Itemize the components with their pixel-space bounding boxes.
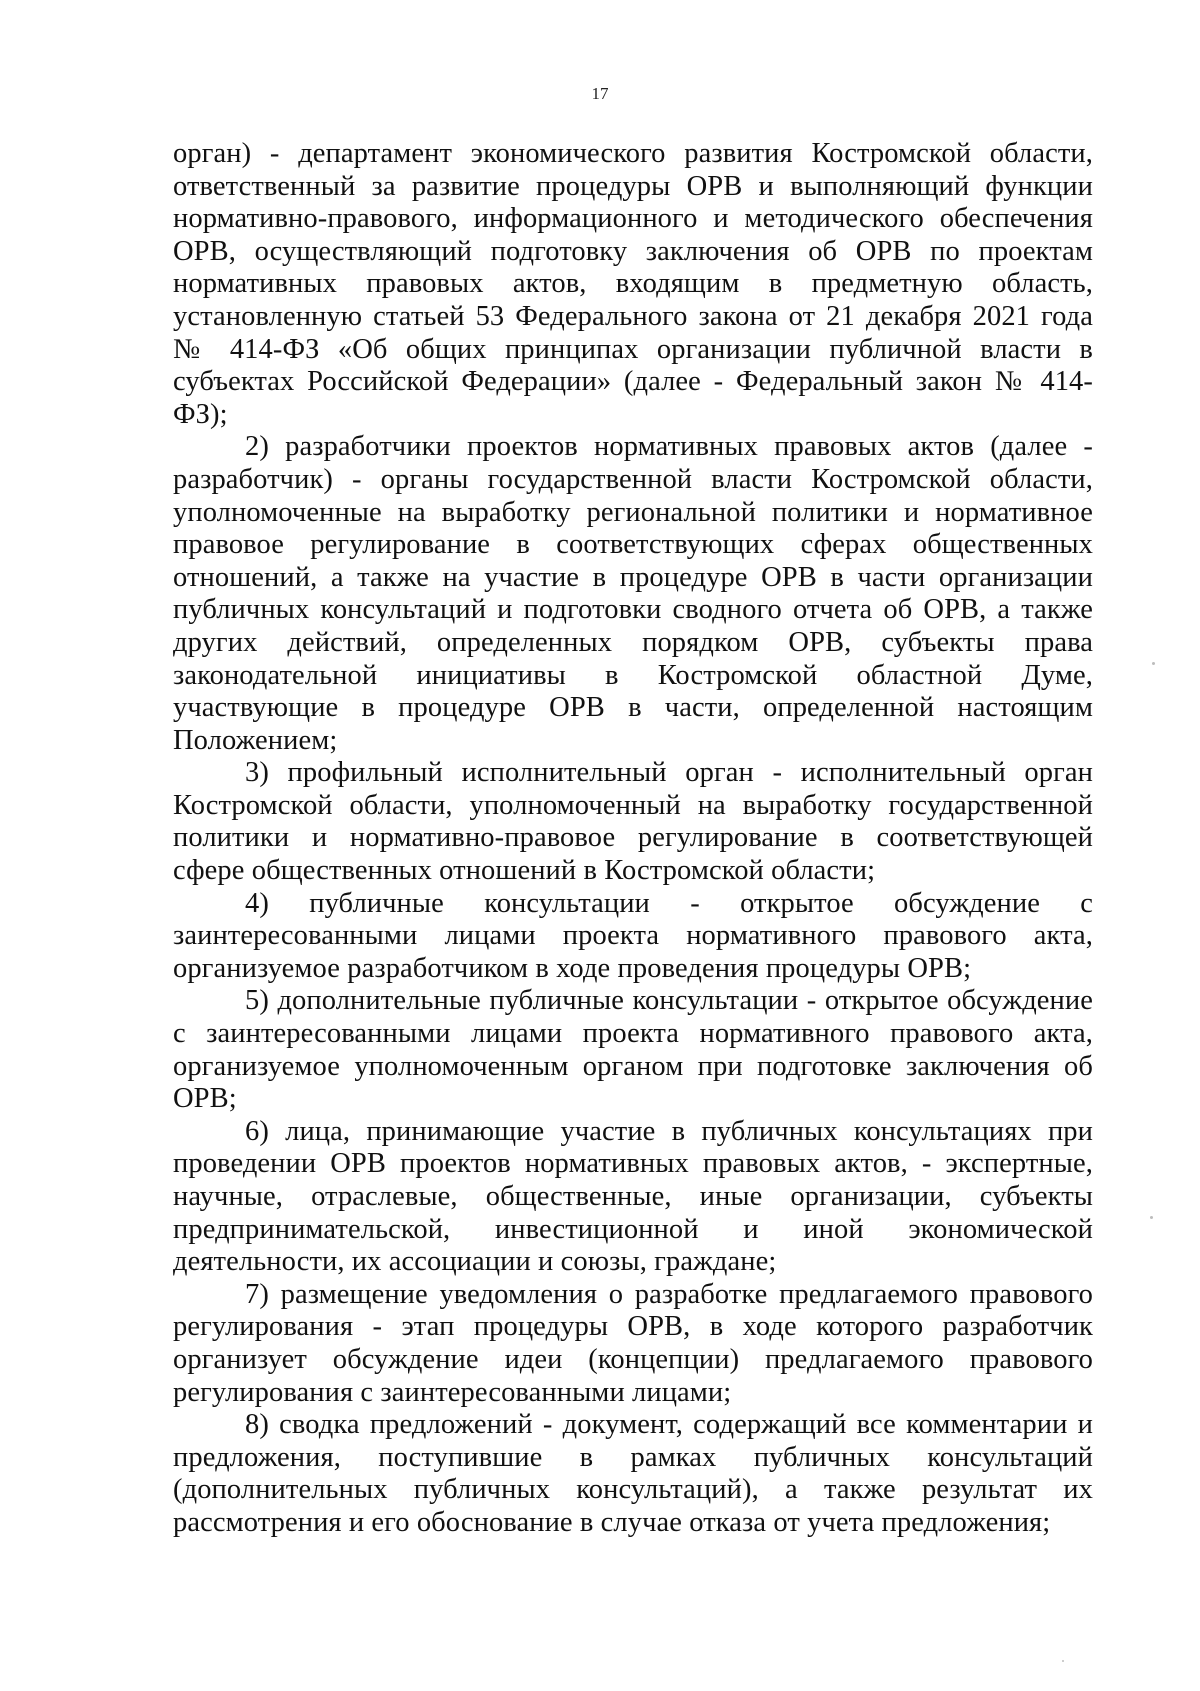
document-body (173, 138, 1093, 1540)
paragraph-item-7: 7) размещение уведомления о разработке предлагаемого правового регулирования - этап процедуры ОРВ, в ходе которого разработчик организует обсуждение идеи (концепции) предлагаемого правового регулирования с заинтересованными лицами; (173, 1278, 1093, 1408)
scan-artifact (1150, 1216, 1153, 1219)
scan-artifact (1062, 1660, 1064, 1662)
page-number: 17 (591, 84, 609, 103)
scan-artifact (1152, 662, 1155, 665)
paragraph-item-2: 2) разработчики проектов нормативных правовых актов (далее - разработчик) - органы государственной власти Костромской области, уполномоченные на выработку региональной политики и нормативное правовое регулирование в соответствующих сферах общественных отношений, а также на участие в процедуре ОРВ в части организации публичных консультаций и подготовки сводного отчета об ОРВ, а также других действий, определенных порядком ОРВ, субъекты права законодательной инициативы в Костромской областной Думе, участвующие в процедуре ОРВ в части, определенной настоящим Положением; (173, 431, 1093, 756)
paragraph-item-4: 4) публичные консультации - открытое обсуждение с заинтересованными лицами проекта нормативного правового акта, организуемое разработчиком в ходе проведения процедуры ОРВ; (173, 887, 1093, 984)
paragraph-1-continuation: орган) - департамент экономического развития Костромской области, ответственный за развитие процедуры ОРВ и выполняющий функции нормативно-правового, информационного и методического обеспечения ОРВ, осуществляющий подготовку заключения об ОРВ по проектам нормативных правовых актов, входящим в предметную область, установленную статьей 53 Федерального закона от 21 декабря 2021 года № 414-ФЗ «Об общих принципах организации публичной власти в субъектах Российской Федерации» (далее - Федеральный закон № 414-ФЗ); (173, 138, 1093, 430)
paragraph-item-6: 6) лица, принимающие участие в публичных консультациях при проведении ОРВ проектов нормативных правовых актов, - экспертные, научные, отраслевые, общественные, иные организации, субъекты предпринимательской, инвестиционной и иной экономической деятельности, их ассоциации и союзы, граждане; (173, 1115, 1093, 1278)
paragraph-item-8: 8) сводка предложений - документ, содержащий все комментарии и предложения, поступившие в рамках публичных консультаций (дополнительных публичных консультаций), а также результат их рассмотрения и его обоснование в случае отказа от учета предложения; (173, 1409, 1093, 1538)
paragraph-item-5: 5) дополнительные публичные консультации - открытое обсуждение с заинтересованными лицами проекта нормативного правового акта, организуемое уполномоченным органом при подготовке заключения об ОРВ; (173, 985, 1093, 1115)
paragraph-item-3: 3) профильный исполнительный орган - исполнительный орган Костромской области, уполномоченный на выработку государственной политики и нормативно-правовое регулирование в соответствующей сфере общественных отношений в Костромской области; (173, 757, 1093, 887)
